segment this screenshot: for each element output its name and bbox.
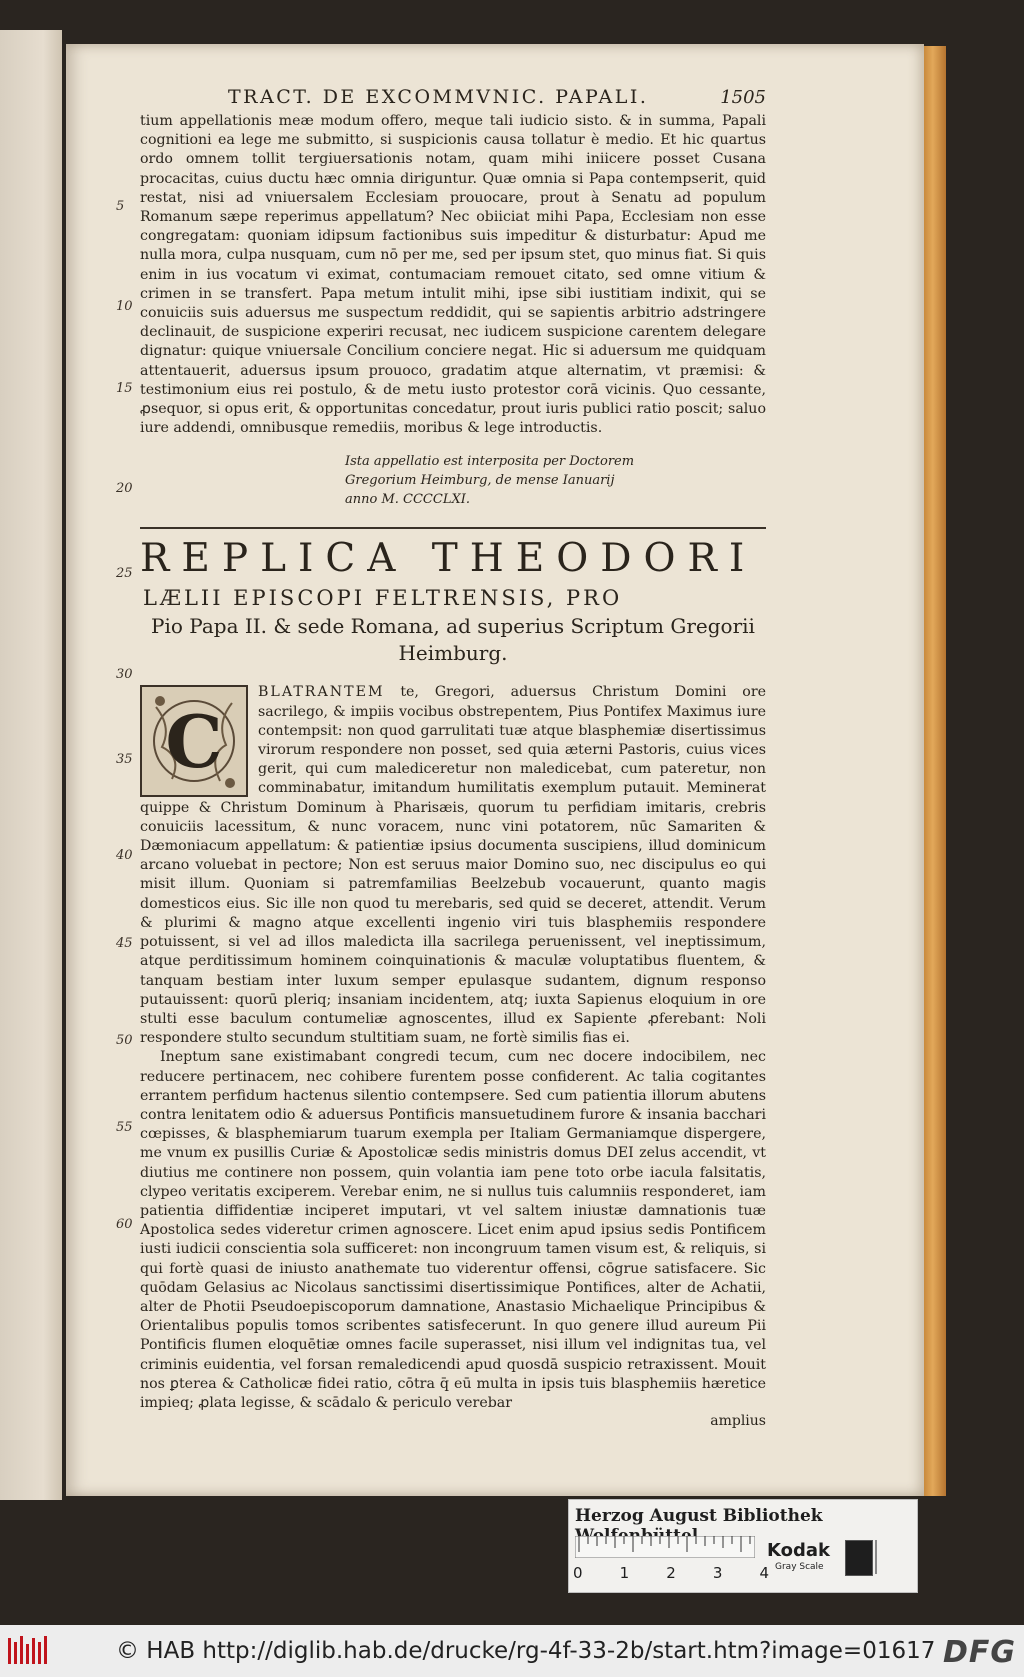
- line-number: 45: [116, 936, 133, 951]
- footer-bar: [0, 1625, 1024, 1677]
- section-title-line-1: REPLICA THEODORI: [140, 536, 757, 582]
- folio-number: 1505: [720, 87, 766, 108]
- section-title-line-4: Heimburg.: [398, 641, 508, 666]
- decorated-initial: [140, 685, 248, 797]
- line-number: 50: [116, 1033, 133, 1048]
- dfg-logo: DFG: [942, 1635, 1016, 1670]
- ruler-number: 1: [619, 1564, 630, 1582]
- section-title-line-2: LÆLII EPISCOPI FELTRENSIS, PRO: [143, 586, 623, 611]
- body-paragraph-2: Ineptum sane existimabant congredi tecum, cum nec docere indocibilem, nec reducere pertinacem, nec cohibere furentem posse confiderent. Ac talia cogitantes errantem perfidum hactenus silentio contempsere. Sed cum patientia illorum abutens contra lenitatem odio & aduersus Pontificis mansuetudinem furore & insania bacchari cœpisses, & blasphemiarum tuarum exempla per Italiam Germaniamque dispergere, me vnum ex pusillis Curiæ & Apostolicæ sedis ministris domus DEI zelus accendit, vt diutius me continere non possem, quin volantia iam pene toto orbe iacula falsitatis, clypeo veritatis exciperem. Verebar enim, ne si nullus tuis calumniis responderet, iam patientia diffidentiæ inciperet imputari, vt vel saltem iniustæ damnationis tuæ Apostolica sedes videretur crimen agnoscere. Licet enim apud ipsius sedis Pontificem iusti iudicii conscientia sola sufficeret: non incongruum tamen visum est, & reliquis, si qui fortè quasi de iniusto anathemate tuo viderentur offensi, cōgrue satisfacere. Sic quōdam Gelasius ac Nicolaus sanctissimi disertissimique Pontifices, alter de Achatii, alter de Photii Pseudoepiscoporum damnatione, Anastasio Michaelique Principibus & Orientalibus populis tomos scribentes satisfecerunt. In quo genere illud aureum Pii Pontificis flumen eloquētiæ omnes facile superasset, nisi illum vel indignitas tua, vel criminis euidentia, vel forsan remaledicendi apud quosdā suspicio retraxissent. Mouit nos ꝑterea & Catholicæ fidei ratio, cōtra q̄ eū multa in ipsis tuis blasphemiis hæretice impieq; ꝓlata legisse, & scādalo & periculo verebar: [140, 1049, 766, 1411]
- source-url[interactable]: © HAB http://diglib.hab.de/drucke/rg-4f-33-2b/start.htm?image=01617: [116, 1638, 936, 1664]
- colophon-note: Ista appellatio est interposita per Doctorem Gregorium Heimburg, de mense Ianuarij anno M. CCCCLXI.: [345, 454, 635, 508]
- gray-swatch-divider: [875, 1540, 877, 1574]
- ruler-scale: [573, 1564, 769, 1582]
- running-head-title: TRACT. DE EXCOMMVNIC. PAPALI.: [228, 86, 649, 108]
- previous-page-edge: [0, 30, 62, 1500]
- gray-scale-label: Gray Scale: [775, 1562, 824, 1572]
- line-number: 25: [116, 566, 133, 581]
- opening-word: BLATRANTEM: [258, 684, 385, 701]
- ruler-number: 0: [573, 1564, 583, 1582]
- catchword: amplius: [710, 1413, 766, 1430]
- replica-body: [140, 683, 766, 1429]
- line-number: 60: [116, 1217, 133, 1232]
- initial-letter: C: [165, 698, 223, 784]
- line-number: 10: [116, 299, 133, 314]
- ruler-number: 3: [712, 1564, 723, 1582]
- line-number: 20: [116, 481, 133, 496]
- line-number: 5: [116, 199, 125, 214]
- appeal-paragraph: tium appellationis meæ modum offero, meque tali iudicio sisto. & in summa, Papali cognitioni ea lege me submitto, si suspicionis causa tollatur è medio. Et hic quartus ordo omnem tollit tergiuersationis notam, quam mihi iniicere posset Cusana procacitas, cuius ductu hæc omnia diriguntur. Quæ omnia si Papa contempserit, quid restat, nisi ad vniuersalem Ecclesiam prouocare, prout à Senatu ad populum Romanum sæpe reperimus appellatum? Nec obiiciat mihi Papa, Ecclesiam non esse congregatam: quoniam idipsum factionibus suis impeditur & disturbatur: Apud me nulla mora, culpa nusquam, cum nō per me, sed per ipsum stet, quo minus fiat. Si quis enim in ius vocatum vi eximat, contumaciam remouet citato, sed omne vitium & crimen in se transfert. Papa metum intulit mihi, ipse sibi iustitiam indixit, qui se conuiciis suis aduersus me suspectum reddidit, qui se sapientis arbitrio adstringere declinauit, de suspicione experiri recusat, nec iudicem suspicione carentem delegare dignatur: quique vniuersale Concilium conciere negat. Hic si aduersum me quidquam attentauerit, aduersus ipsum prouoco, gradatim atque alternatim, vt præmisi: & testimonium eius rei postulo, & de metu iusto protestor corā vicinis. Quo cessante, ꝓsequor, si opus erit, & opportunitas concedatur, prout iuris publici ratio poscit; saluo iure addendi, omnibusque remediis, moribus & lege introductis.: [140, 113, 766, 437]
- gray-swatch: [845, 1540, 873, 1576]
- kodak-brand: Kodak: [767, 1540, 830, 1561]
- ruler-number: 2: [666, 1564, 676, 1582]
- ruler-number: 4: [759, 1564, 769, 1582]
- line-number: 55: [116, 1120, 133, 1135]
- line-number: 15: [116, 381, 133, 396]
- color-card-title: Herzog August Bibliothek: [575, 1506, 823, 1526]
- barcode-logo-icon: [6, 1634, 52, 1668]
- section-title-line-3: Pio Papa II. & sede Romana, ad superius Scriptum Gregorii: [151, 614, 755, 639]
- line-number: 30: [116, 667, 133, 682]
- body-paragraph-1: te, Gregori, aduersus Christum Domini ore sacrilego, & impiis vocibus obstrepentem, Pius Pontifex Maximus iure contempsit: non quod garrulitati tuæ atque blasphemiæ disertissimus virorum respondere non posset, sed quia æterni Pastoris, cuius vices gerit, qui cum malediceretur non maledicebat, cum pateretur, non comminabatur, imitandum humilitatis exemplum putauit. Meminerat quippe & Christum Dominum à Pharisæis, quorum tu perfidiam imitaris, crebris conuiciis lacessitum, & nunc voracem, nunc vini potatorem, nūc Samariten & Dæmoniacum appellatum: & patientiæ ipsius documenta suscipiens, illud dominicum arcano voluebat in pectore; Non est seruus maior Domino suo, nec discipulus eo qui misit illum. Quoniam si patremfamilias Beelzebub vocauerunt, quanto magis domesticos eius. Sic ille non quod tu merebaris, sed quid se deceret, attendit. Verum & plurimi & magno atque excellenti ingenio viri tuis blasphemiis respondere potuissent, si vel ad illos maledicta illa sacrilega peruenissent, vel ineptissimum, atque perditissimum hominem coinquinationis & maculæ voluptatibus fluentem, & tanquam bestiam inter luxum semper epulasque sudantem, dignum responso putauissent: quorū pleriq; insaniam incidentem, atq; iuxta Sapienus eloquium in ore stulti esse baculum contumeliæ agnoscentes, illud ex Sapiente ꝓferebant: Noli respondere stulto secundum stultitiam suam, ne fortè similis fias ei.: [140, 684, 766, 1047]
- line-number: 40: [116, 848, 133, 863]
- page-content: [140, 86, 766, 1429]
- ruler-icon: [575, 1536, 755, 1558]
- page-fore-edge: [924, 46, 946, 1496]
- section-rule: [140, 527, 766, 529]
- color-calibration-card: [568, 1499, 918, 1593]
- line-number: 35: [116, 752, 133, 767]
- running-head: [140, 86, 766, 108]
